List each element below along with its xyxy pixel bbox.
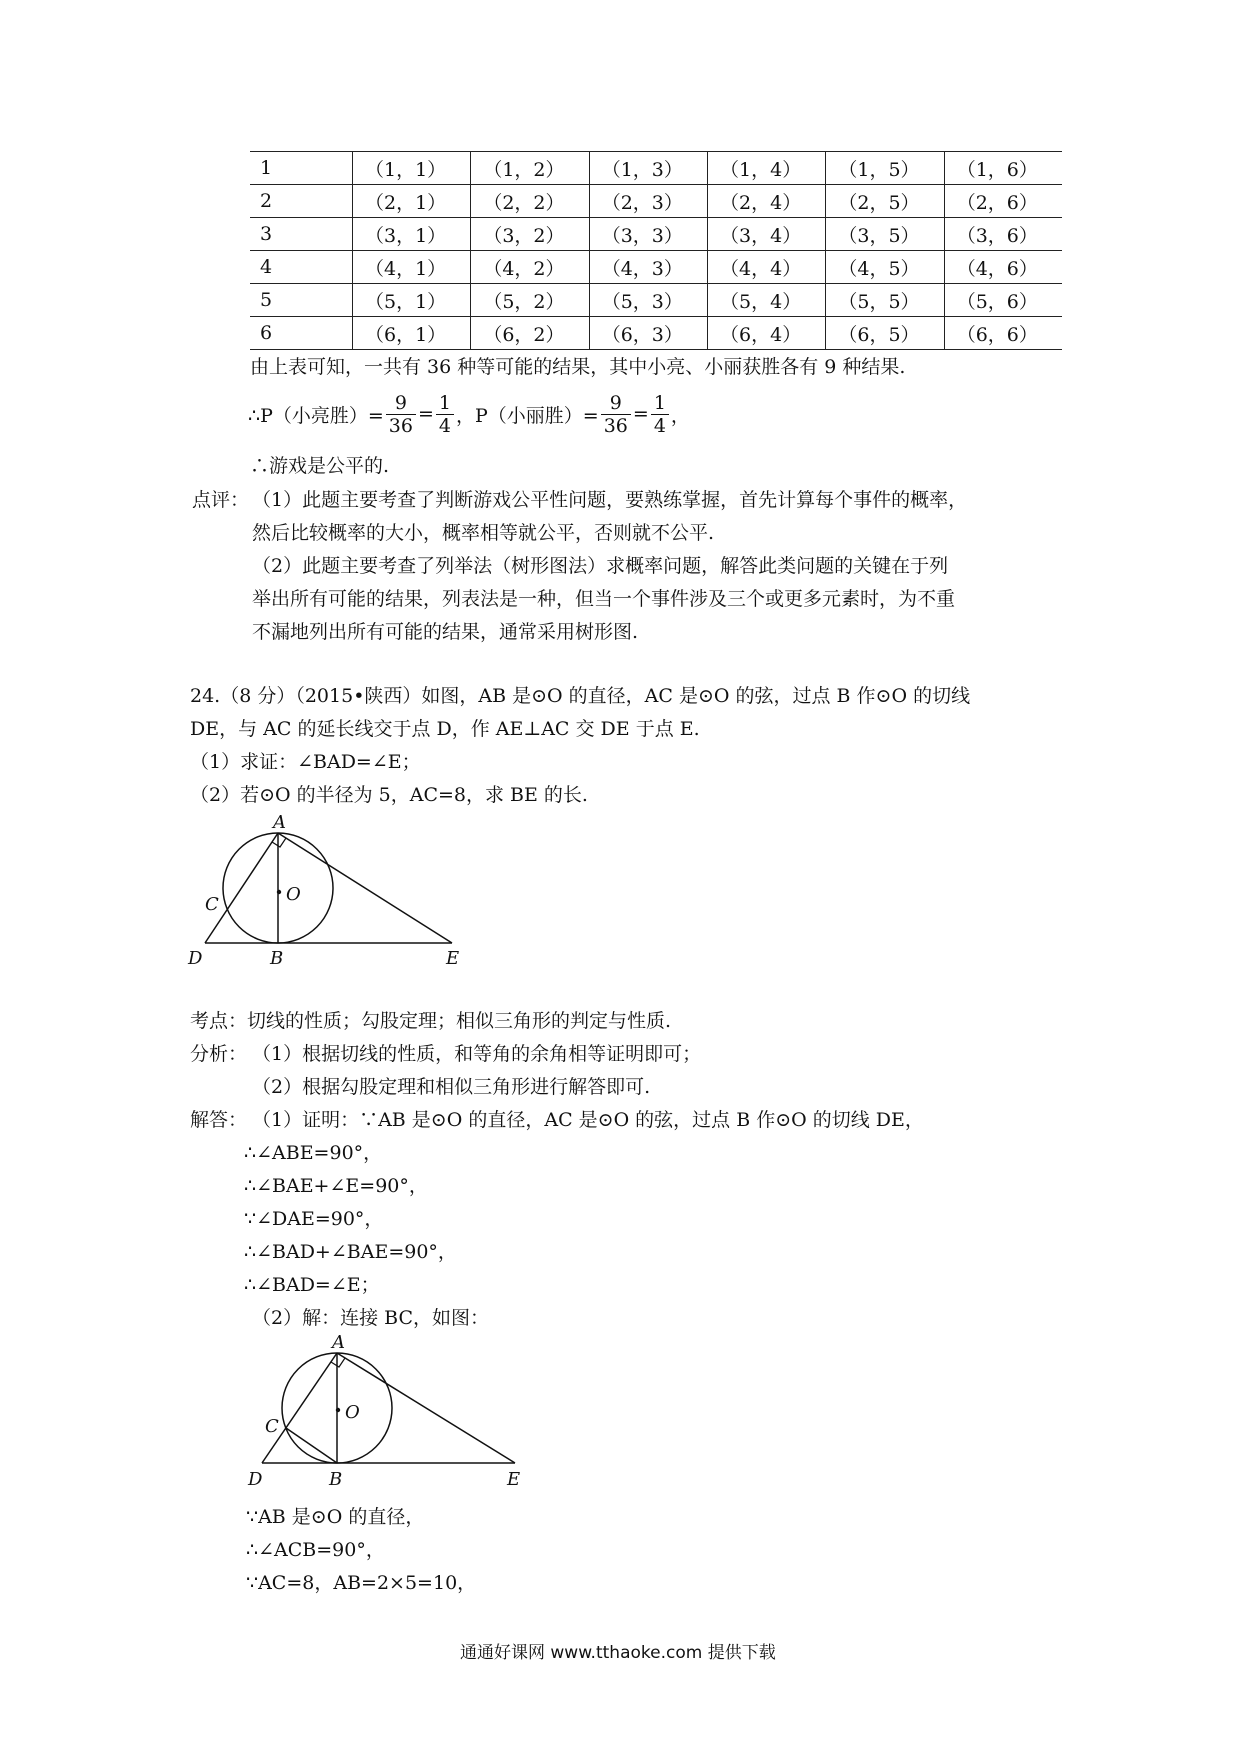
table-cell: （1，6）: [944, 152, 1062, 185]
line-ad-2: [262, 1353, 337, 1463]
comment-p1-line1: （1）此题主要考查了判断游戏公平性问题，要熟练掌握，首先计算每个事件的概率，: [252, 489, 968, 511]
label-o-2: O: [345, 1402, 360, 1423]
prob-prefix: ∴P（小亮胜）=: [248, 404, 384, 427]
table-cell: （4，4）: [708, 251, 826, 284]
fenxi-line2: （2）根据勾股定理和相似三角形进行解答即可.: [252, 1076, 651, 1098]
table-row: [250, 251, 1062, 284]
geometry-figure-1: [185, 810, 475, 975]
label-d-2: D: [248, 1469, 263, 1490]
row-label: 4: [250, 251, 353, 284]
table-row: [250, 218, 1062, 251]
table-cell: （5，2）: [471, 284, 589, 317]
fraction-1-4-b: $\frac{1}{4}$: [651, 392, 669, 437]
kaodian-text: 考点：切线的性质；勾股定理；相似三角形的判定与性质.: [190, 1010, 672, 1032]
table-cell: （6，4）: [708, 317, 826, 350]
center-dot-2: [336, 1408, 340, 1412]
chord-bc: [286, 1428, 337, 1463]
table-cell: （5，5）: [826, 284, 944, 317]
fraction-1-4: $\frac{1}{4}$: [436, 392, 454, 437]
summary-text: 由上表可知，一共有 36 种等可能的结果，其中小亮、小丽获胜各有 9 种结果.: [250, 356, 906, 378]
row-label: 5: [250, 284, 353, 317]
fenxi-label: 分析：: [190, 1043, 248, 1065]
line-ad: [205, 833, 278, 943]
label-d: D: [188, 948, 203, 969]
footer-text: 通通好课网 www.tthaoke.com 提供下载: [460, 1643, 776, 1663]
table-cell: （5，1）: [353, 284, 471, 317]
row-label: 3: [250, 218, 353, 251]
fraction-9-36: $\frac{9}{36}$: [386, 392, 416, 437]
comment-p2-line3: 不漏地列出所有可能的结果，通常采用树形图.: [252, 621, 639, 643]
step-2: ∴∠BAE+∠E=90°，: [244, 1175, 428, 1197]
row-label: 6: [250, 317, 353, 350]
part2-step-3: ∵AC=8，AB=2×5=10，: [246, 1572, 477, 1594]
table-cell: （3，3）: [589, 218, 707, 251]
table-cell: （6，5）: [826, 317, 944, 350]
table-cell: （6，1）: [353, 317, 471, 350]
label-c-2: C: [265, 1416, 279, 1437]
table-cell: （5，4）: [708, 284, 826, 317]
jieda-label: 解答：: [190, 1109, 248, 1131]
table-row: [250, 317, 1062, 350]
problem24-line1: 24.（8 分）（2015•陕西）如图，AB 是⊙O 的直径，AC 是⊙O 的弦，过点 B 作⊙O 的切线: [190, 685, 971, 707]
row-label: 1: [250, 152, 353, 185]
step-4: ∴∠BAD+∠BAE=90°，: [244, 1241, 457, 1263]
table-cell: （2，4）: [708, 185, 826, 218]
table-row: [250, 185, 1062, 218]
table-cell: （4，2）: [471, 251, 589, 284]
table-cell: （2，3）: [589, 185, 707, 218]
table-row: [250, 284, 1062, 317]
label-b-2: B: [329, 1469, 343, 1490]
table-cell: （2，1）: [353, 185, 471, 218]
label-o: O: [286, 884, 301, 905]
prob-mid: ，P（小丽胜）=: [456, 404, 599, 427]
probability-line: ∴P（小亮胜）= $\frac{9}{36}$ = $\frac{1}{4}$ ，P（小丽胜）= $\frac{9}{36}$ = $\frac{1}{4}$ ，: [248, 391, 690, 437]
table-cell: （5，6）: [944, 284, 1062, 317]
table-cell: （3，1）: [353, 218, 471, 251]
comment-p2-line1: （2）此题主要考查了列举法（树形图法）求概率问题，解答此类问题的关键在于列: [252, 555, 949, 577]
table-cell: （4，1）: [353, 251, 471, 284]
table-cell: （1，3）: [589, 152, 707, 185]
step-5: ∴∠BAD=∠E；: [244, 1274, 380, 1296]
table-cell: （3，5）: [826, 218, 944, 251]
table-cell: （2，5）: [826, 185, 944, 218]
table-cell: （2，6）: [944, 185, 1062, 218]
outcome-table: [250, 151, 1062, 350]
geometry-figure-2: [240, 1330, 530, 1495]
label-c: C: [205, 894, 219, 915]
part2-step-1: ∵AB 是⊙O 的直径，: [246, 1506, 425, 1528]
table-row: [250, 152, 1062, 185]
label-e: E: [446, 948, 460, 969]
table-cell: （3，6）: [944, 218, 1062, 251]
center-dot: [277, 890, 281, 894]
table-cell: （4，6）: [944, 251, 1062, 284]
label-b: B: [270, 948, 284, 969]
comment-label: 点评：: [192, 489, 250, 511]
problem24-q1: （1）求证：∠BAD=∠E；: [190, 751, 421, 773]
table-cell: （6，2）: [471, 317, 589, 350]
jieda-line1: （1）证明：∵AB 是⊙O 的直径，AC 是⊙O 的弦，过点 B 作⊙O 的切线 DE，: [252, 1109, 924, 1131]
line-ae: [278, 833, 452, 943]
table-cell: （6，6）: [944, 317, 1062, 350]
table-cell: （3，4）: [708, 218, 826, 251]
part2-step-2: ∴∠ACB=90°，: [246, 1539, 385, 1561]
table-cell: （4，5）: [826, 251, 944, 284]
problem24-q2: （2）若⊙O 的半径为 5，AC=8，求 BE 的长.: [190, 784, 588, 806]
table-cell: （1，5）: [826, 152, 944, 185]
table-cell: （1，1）: [353, 152, 471, 185]
problem24-line2: DE，与 AC 的延长线交于点 D，作 AE⊥AC 交 DE 于点 E.: [190, 718, 700, 740]
label-e-2: E: [507, 1469, 521, 1490]
table-cell: （3，2）: [471, 218, 589, 251]
table-cell: （4，3）: [589, 251, 707, 284]
comment-p2-line2: 举出所有可能的结果，列表法是一种，但当一个事件涉及三个或更多元素时，为不重: [252, 588, 956, 610]
step-1: ∴∠ABE=90°，: [244, 1142, 383, 1164]
step-3: ∵∠DAE=90°，: [244, 1208, 384, 1230]
label-a-2: A: [332, 1332, 345, 1353]
fenxi-line1: （1）根据切线的性质，和等角的余角相等证明即可；: [252, 1043, 702, 1065]
fraction-9-36-b: $\frac{9}{36}$: [601, 392, 631, 437]
table-cell: （6，3）: [589, 317, 707, 350]
comment-p1-line2: 然后比较概率的大小，概率相等就公平，否则就不公平.: [252, 522, 715, 544]
conclusion-text: ∴游戏是公平的.: [250, 455, 390, 477]
label-a: A: [273, 812, 286, 833]
part2-heading: （2）解：连接 BC，如图：: [252, 1307, 489, 1329]
line-ae-2: [337, 1353, 515, 1463]
table-cell: （2，2）: [471, 185, 589, 218]
table-cell: （1，2）: [471, 152, 589, 185]
table-cell: （5，3）: [589, 284, 707, 317]
row-label: 2: [250, 185, 353, 218]
table-cell: （1，4）: [708, 152, 826, 185]
